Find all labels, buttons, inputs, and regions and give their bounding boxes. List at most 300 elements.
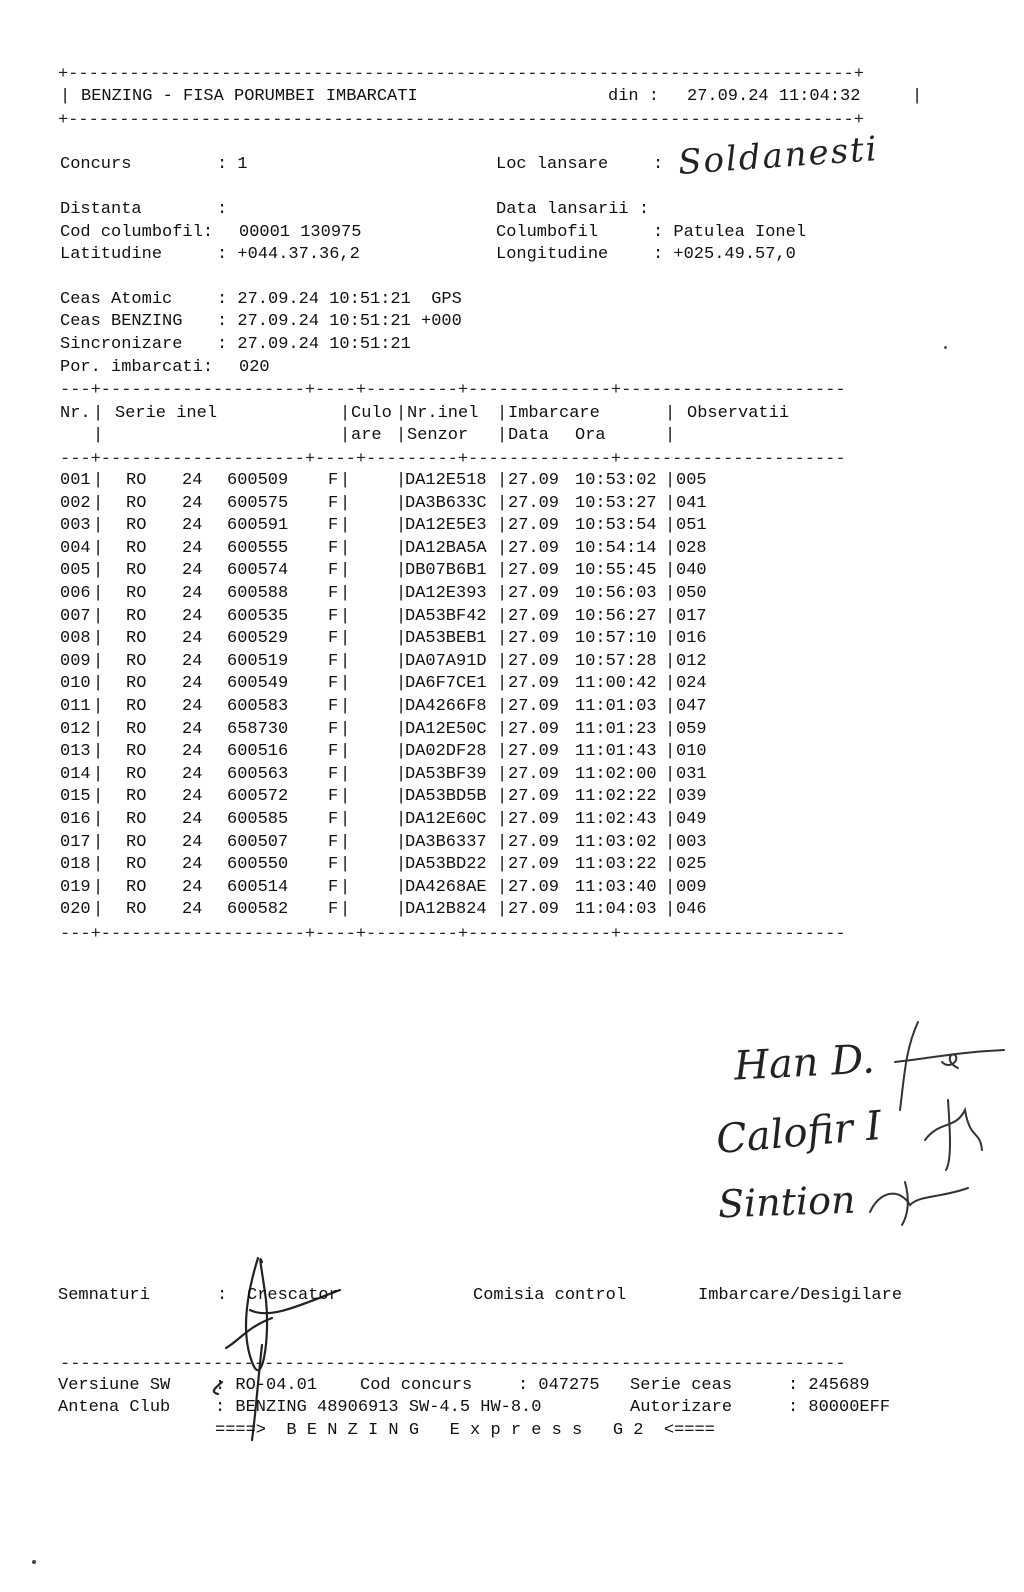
col-sep: | [396, 538, 407, 558]
col-sep: | [497, 787, 508, 807]
col-sep: | [665, 832, 676, 852]
handwritten-name-3: Sintion [717, 1177, 857, 1227]
cell-nr: 003 [60, 516, 91, 536]
col-sep: | [665, 764, 676, 784]
cell-country: RO [126, 832, 147, 852]
cell-date: 27.09 [508, 584, 560, 603]
col-sep: | [340, 697, 351, 716]
cell-country: RO [126, 787, 147, 807]
cell-sex: F [328, 877, 339, 897]
cell-obs: 031 [676, 764, 707, 784]
cell-country: RO [126, 629, 147, 649]
loc-lansare-colon: : [653, 155, 664, 174]
col-sep: | [93, 561, 104, 581]
cell-sex: F [328, 516, 339, 536]
cell-date: 27.09 [508, 877, 560, 897]
cell-sex: F [328, 900, 339, 920]
cell-sensor: DA07A91D [405, 651, 487, 671]
cell-ring: 600585 [227, 810, 289, 829]
cell-sex: F [328, 471, 339, 490]
ceas-benzing-value: : 27.09.24 10:51:21 +000 [217, 312, 462, 331]
scan-speck [944, 346, 947, 349]
cell-ring: 600509 [227, 471, 289, 490]
col-sep: | [497, 855, 508, 875]
cell-nr: 016 [60, 810, 91, 829]
concurs-value: : 1 [217, 155, 248, 174]
col-sep: | [93, 629, 104, 649]
cell-obs: 041 [676, 493, 707, 513]
col-sep: | [340, 719, 351, 739]
col-sep: | [665, 538, 676, 558]
cell-year: 24 [182, 900, 203, 920]
cell-obs: 059 [676, 719, 707, 739]
cell-obs: 003 [676, 832, 707, 852]
cell-year: 24 [182, 764, 203, 784]
col-sep: | [396, 629, 407, 649]
cell-year: 24 [182, 719, 203, 739]
cell-year: 24 [182, 855, 203, 875]
cell-time: 11:03:22 [575, 855, 657, 875]
col-sep: | [665, 426, 676, 445]
cell-sensor: DA12E60C [405, 810, 487, 829]
col-sep: | [497, 764, 508, 784]
cell-nr: 015 [60, 787, 91, 807]
cell-obs: 039 [676, 787, 707, 807]
cell-nr: 017 [60, 832, 91, 852]
col-sep: | [665, 674, 676, 694]
header-din-label: din : [608, 87, 660, 106]
col-sep: | [93, 877, 104, 897]
cell-sensor: DA12B824 [405, 900, 487, 920]
cell-sensor: DA3B633C [405, 493, 487, 513]
col-sep: | [665, 493, 676, 513]
col-sep: | [396, 742, 407, 762]
col-sep: | [396, 764, 407, 784]
col-sep: | [340, 900, 351, 920]
cell-date: 27.09 [508, 651, 560, 671]
col-sep: | [396, 606, 407, 626]
col-sep: | [93, 742, 104, 762]
cell-obs: 040 [676, 561, 707, 581]
cell-year: 24 [182, 471, 203, 490]
cell-time: 10:53:02 [575, 471, 657, 490]
col-sep: | [497, 426, 508, 445]
header-right-bar: | [912, 87, 923, 106]
cell-sex: F [328, 697, 339, 716]
cell-sensor: DA53BF39 [405, 764, 487, 784]
cell-date: 27.09 [508, 742, 560, 762]
cell-date: 27.09 [508, 787, 560, 807]
cell-ring: 600574 [227, 561, 289, 581]
cell-time: 11:02:43 [575, 810, 657, 829]
cell-sensor: DA12E50C [405, 719, 487, 739]
cell-obs: 005 [676, 471, 707, 490]
cell-time: 11:02:00 [575, 764, 657, 784]
cod-concurs-label: Cod concurs [360, 1376, 473, 1395]
cell-country: RO [126, 538, 147, 558]
columbofil-value: : Patulea Ionel [653, 223, 807, 242]
col-sep: | [497, 606, 508, 626]
col-sep: | [340, 561, 351, 581]
col-sep: | [665, 855, 676, 875]
data-lansarii-label: Data lansarii : [496, 200, 650, 219]
col-sep: | [93, 606, 104, 626]
cell-sex: F [328, 561, 339, 581]
cell-ring: 658730 [227, 719, 289, 739]
handwritten-name-1: Han D. [732, 1036, 876, 1090]
col-sep: | [665, 877, 676, 897]
col-sep: | [340, 810, 351, 829]
versiune-sw-value: : RO-04.01 [215, 1376, 318, 1395]
cell-ring: 600575 [227, 493, 289, 513]
col-sep: | [396, 426, 407, 445]
serie-ceas-value: : 245689 [788, 1376, 870, 1395]
cell-ring: 600535 [227, 606, 289, 626]
col-sep: | [340, 538, 351, 558]
loc-lansare-handwritten: Soldanesti [676, 129, 880, 183]
cell-sensor: DA3B6337 [405, 832, 487, 852]
cell-nr: 019 [60, 877, 91, 897]
col-sep: | [497, 404, 508, 423]
sincronizare-label: Sincronizare [60, 335, 183, 354]
distanta-label: Distanta [60, 200, 142, 219]
cell-sex: F [328, 742, 339, 762]
imbarcare-desigilare-label: Imbarcare/Desigilare [698, 1286, 903, 1305]
col-sep: | [340, 471, 351, 490]
col-sep: | [396, 832, 407, 852]
col-sep: | [497, 674, 508, 694]
col-sep: | [93, 426, 104, 445]
col-sep: | [396, 561, 407, 581]
cell-country: RO [126, 719, 147, 739]
col-sep: | [340, 426, 351, 445]
cell-time: 11:02:22 [575, 787, 657, 807]
cell-time: 11:01:03 [575, 697, 657, 716]
col-culoare-header-2: are [351, 426, 382, 445]
cell-time: 10:56:27 [575, 606, 657, 626]
col-sep: | [396, 584, 407, 603]
cell-ring: 600582 [227, 900, 289, 920]
col-sep: | [497, 742, 508, 762]
cell-year: 24 [182, 493, 203, 513]
header-bottom-rule: +-----------------------------------------------------------------------------+ [58, 111, 864, 130]
col-sep: | [665, 606, 676, 626]
cell-nr: 007 [60, 606, 91, 626]
col-sep: | [497, 538, 508, 558]
cell-time: 10:53:27 [575, 493, 657, 513]
cell-obs: 012 [676, 651, 707, 671]
col-sep: | [340, 516, 351, 536]
col-sep: | [665, 810, 676, 829]
header-datetime: 27.09.24 11:04:32 [687, 87, 861, 106]
cell-obs: 025 [676, 855, 707, 875]
cell-date: 27.09 [508, 471, 560, 490]
cell-ring: 600555 [227, 538, 289, 558]
cell-nr: 001 [60, 471, 91, 490]
col-ora-header: Ora [575, 426, 606, 445]
cell-obs: 017 [676, 606, 707, 626]
col-sep: | [497, 493, 508, 513]
cell-country: RO [126, 651, 147, 671]
cell-country: RO [126, 877, 147, 897]
cell-year: 24 [182, 651, 203, 671]
distanta-value: : [217, 200, 228, 219]
col-senzor-header: Senzor [407, 426, 469, 445]
semnaturi-colon: : [217, 1286, 228, 1305]
cell-country: RO [126, 493, 147, 513]
cell-time: 10:57:10 [575, 629, 657, 649]
cell-sensor: DA12E5E3 [405, 516, 487, 536]
cell-country: RO [126, 810, 147, 829]
col-sep: | [340, 832, 351, 852]
cell-obs: 010 [676, 742, 707, 762]
col-sep: | [93, 651, 104, 671]
col-sep: | [497, 810, 508, 829]
cell-obs: 024 [676, 674, 707, 694]
col-sep: | [340, 742, 351, 762]
cell-year: 24 [182, 516, 203, 536]
cell-country: RO [126, 855, 147, 875]
col-sep: | [93, 719, 104, 739]
cell-date: 27.09 [508, 516, 560, 536]
col-sep: | [396, 810, 407, 829]
col-sep: | [340, 787, 351, 807]
cell-year: 24 [182, 629, 203, 649]
semnaturi-label: Semnaturi [58, 1286, 150, 1305]
col-sep: | [497, 900, 508, 920]
col-sep: | [396, 471, 407, 490]
cell-nr: 011 [60, 697, 91, 716]
col-sep: | [665, 629, 676, 649]
cell-sex: F [328, 832, 339, 852]
col-sep: | [497, 651, 508, 671]
cell-country: RO [126, 742, 147, 762]
cell-ring: 600549 [227, 674, 289, 694]
cell-obs: 049 [676, 810, 707, 829]
col-sep: | [93, 697, 104, 716]
col-sep: | [396, 900, 407, 920]
col-sep: | [396, 697, 407, 716]
cell-nr: 004 [60, 538, 91, 558]
cell-nr: 008 [60, 629, 91, 649]
cell-date: 27.09 [508, 832, 560, 852]
versiune-sw-label: Versiune SW [58, 1376, 171, 1395]
cell-nr: 010 [60, 674, 91, 694]
cell-sex: F [328, 855, 339, 875]
autorizare-value: : 80000EFF [788, 1398, 891, 1417]
col-sep: | [665, 742, 676, 762]
longitudine-value: : +025.49.57,0 [653, 245, 796, 264]
cell-sex: F [328, 629, 339, 649]
col-sep: | [396, 719, 407, 739]
cell-nr: 009 [60, 651, 91, 671]
header-left-bar: | [60, 87, 71, 106]
latitudine-value: : +044.37.36,2 [217, 245, 360, 264]
col-sep: | [497, 877, 508, 897]
col-serie-inel-header: Serie inel [115, 404, 218, 423]
cod-columbofil-value: 00001 130975 [239, 223, 362, 242]
comisia-control-label: Comisia control [473, 1286, 627, 1305]
col-sep: | [93, 584, 104, 603]
cell-sex: F [328, 764, 339, 784]
cell-date: 27.09 [508, 674, 560, 694]
cell-nr: 006 [60, 584, 91, 603]
cell-time: 10:54:14 [575, 538, 657, 558]
cell-ring: 600583 [227, 697, 289, 716]
cell-sex: F [328, 584, 339, 603]
col-sep: | [93, 810, 104, 829]
col-culoare-header-1: Culo [351, 404, 392, 423]
col-sep: | [396, 493, 407, 513]
col-sep: | [396, 674, 407, 694]
col-sep: | [93, 516, 104, 536]
cell-sensor: DA12E393 [405, 584, 487, 603]
cell-ring: 600588 [227, 584, 289, 603]
col-sep: | [497, 561, 508, 581]
col-sep: | [340, 629, 351, 649]
col-sep: | [497, 629, 508, 649]
cell-date: 27.09 [508, 538, 560, 558]
cell-sensor: DA6F7CE1 [405, 674, 487, 694]
col-sep: | [665, 719, 676, 739]
footer-rule: ----------------------------------------------------------------------------- [60, 1355, 846, 1374]
loc-lansare-label: Loc lansare [496, 155, 609, 174]
ceas-benzing-label: Ceas BENZING [60, 312, 183, 331]
handwritten-name-2: Calofir I [714, 1102, 884, 1164]
sincronizare-value: : 27.09.24 10:51:21 [217, 335, 411, 354]
col-imbarcare-header: Imbarcare [508, 404, 600, 423]
cell-ring: 600572 [227, 787, 289, 807]
col-sep: | [396, 877, 407, 897]
cell-year: 24 [182, 561, 203, 581]
columbofil-label: Columbofil [496, 223, 599, 242]
cell-ring: 600507 [227, 832, 289, 852]
col-sep: | [396, 855, 407, 875]
cell-time: 11:03:02 [575, 832, 657, 852]
col-sep: | [497, 516, 508, 536]
scan-speck [32, 1560, 36, 1564]
col-sep: | [665, 471, 676, 490]
col-sep: | [396, 651, 407, 671]
col-sep: | [665, 697, 676, 716]
cell-nr: 018 [60, 855, 91, 875]
concurs-label: Concurs [60, 155, 132, 174]
col-sep: | [93, 787, 104, 807]
cell-sensor: DA4268AE [405, 877, 487, 897]
cod-concurs-value: : 047275 [518, 1376, 600, 1395]
cell-country: RO [126, 606, 147, 626]
cell-time: 10:56:03 [575, 584, 657, 603]
col-sep: | [93, 900, 104, 920]
cell-time: 11:03:40 [575, 877, 657, 897]
cell-obs: 016 [676, 629, 707, 649]
cell-date: 27.09 [508, 810, 560, 829]
col-sep: | [93, 674, 104, 694]
col-sep: | [340, 493, 351, 513]
cell-nr: 002 [60, 493, 91, 513]
cell-sensor: DB07B6B1 [405, 561, 487, 581]
cell-nr: 012 [60, 719, 91, 739]
cell-nr: 014 [60, 764, 91, 784]
col-sep: | [497, 584, 508, 603]
col-sep: | [93, 404, 104, 423]
cell-year: 24 [182, 674, 203, 694]
cell-time: 10:55:45 [575, 561, 657, 581]
cell-date: 27.09 [508, 855, 560, 875]
cell-nr: 013 [60, 742, 91, 762]
col-sep: | [665, 651, 676, 671]
col-sep: | [497, 832, 508, 852]
col-sep: | [396, 404, 407, 423]
col-sep: | [665, 787, 676, 807]
col-observatii-header: Observatii [687, 404, 790, 423]
col-sep: | [340, 584, 351, 603]
table-bottom-rule: ---+--------------------+----+---------+--------------+---------------------- [60, 925, 846, 944]
cell-time: 11:00:42 [575, 674, 657, 694]
cell-time: 11:04:03 [575, 900, 657, 920]
col-nr-header: Nr. [60, 404, 91, 423]
cell-nr: 005 [60, 561, 91, 581]
col-sep: | [93, 855, 104, 875]
col-sep: | [665, 584, 676, 603]
cell-sex: F [328, 606, 339, 626]
col-sep: | [93, 538, 104, 558]
cell-date: 27.09 [508, 900, 560, 920]
cell-date: 27.09 [508, 629, 560, 649]
autorizare-label: Autorizare [630, 1398, 733, 1417]
cell-year: 24 [182, 697, 203, 716]
col-data-header: Data [508, 426, 549, 445]
cell-ring: 600550 [227, 855, 289, 875]
col-nr-inel-header: Nr.inel [407, 404, 479, 423]
cell-obs: 028 [676, 538, 707, 558]
cell-obs: 050 [676, 584, 707, 603]
cell-sensor: DA53BD22 [405, 855, 487, 875]
col-sep: | [497, 471, 508, 490]
cell-obs: 051 [676, 516, 707, 536]
cell-country: RO [126, 584, 147, 603]
cell-ring: 600516 [227, 742, 289, 762]
cell-sex: F [328, 719, 339, 739]
por-imbarcati-label: Por. imbarcati: [60, 358, 214, 377]
cell-country: RO [126, 674, 147, 694]
cell-sensor: DA12BA5A [405, 538, 487, 558]
cell-year: 24 [182, 877, 203, 897]
cell-date: 27.09 [508, 606, 560, 626]
col-sep: | [93, 832, 104, 852]
cell-ring: 600529 [227, 629, 289, 649]
col-sep: | [93, 493, 104, 513]
cell-sensor: DA02DF28 [405, 742, 487, 762]
cell-sensor: DA53BEB1 [405, 629, 487, 649]
col-sep: | [497, 697, 508, 716]
col-sep: | [340, 877, 351, 897]
cell-sex: F [328, 787, 339, 807]
cell-date: 27.09 [508, 697, 560, 716]
col-sep: | [340, 404, 351, 423]
cell-ring: 600563 [227, 764, 289, 784]
cell-obs: 046 [676, 900, 707, 920]
cell-year: 24 [182, 606, 203, 626]
cell-date: 27.09 [508, 493, 560, 513]
cell-time: 10:57:28 [575, 651, 657, 671]
cell-sensor: DA53BF42 [405, 606, 487, 626]
col-sep: | [340, 606, 351, 626]
cell-year: 24 [182, 584, 203, 603]
antena-club-value: : BENZING 48906913 SW-4.5 HW-8.0 [215, 1398, 542, 1417]
col-sep: | [665, 561, 676, 581]
cell-ring: 600519 [227, 651, 289, 671]
